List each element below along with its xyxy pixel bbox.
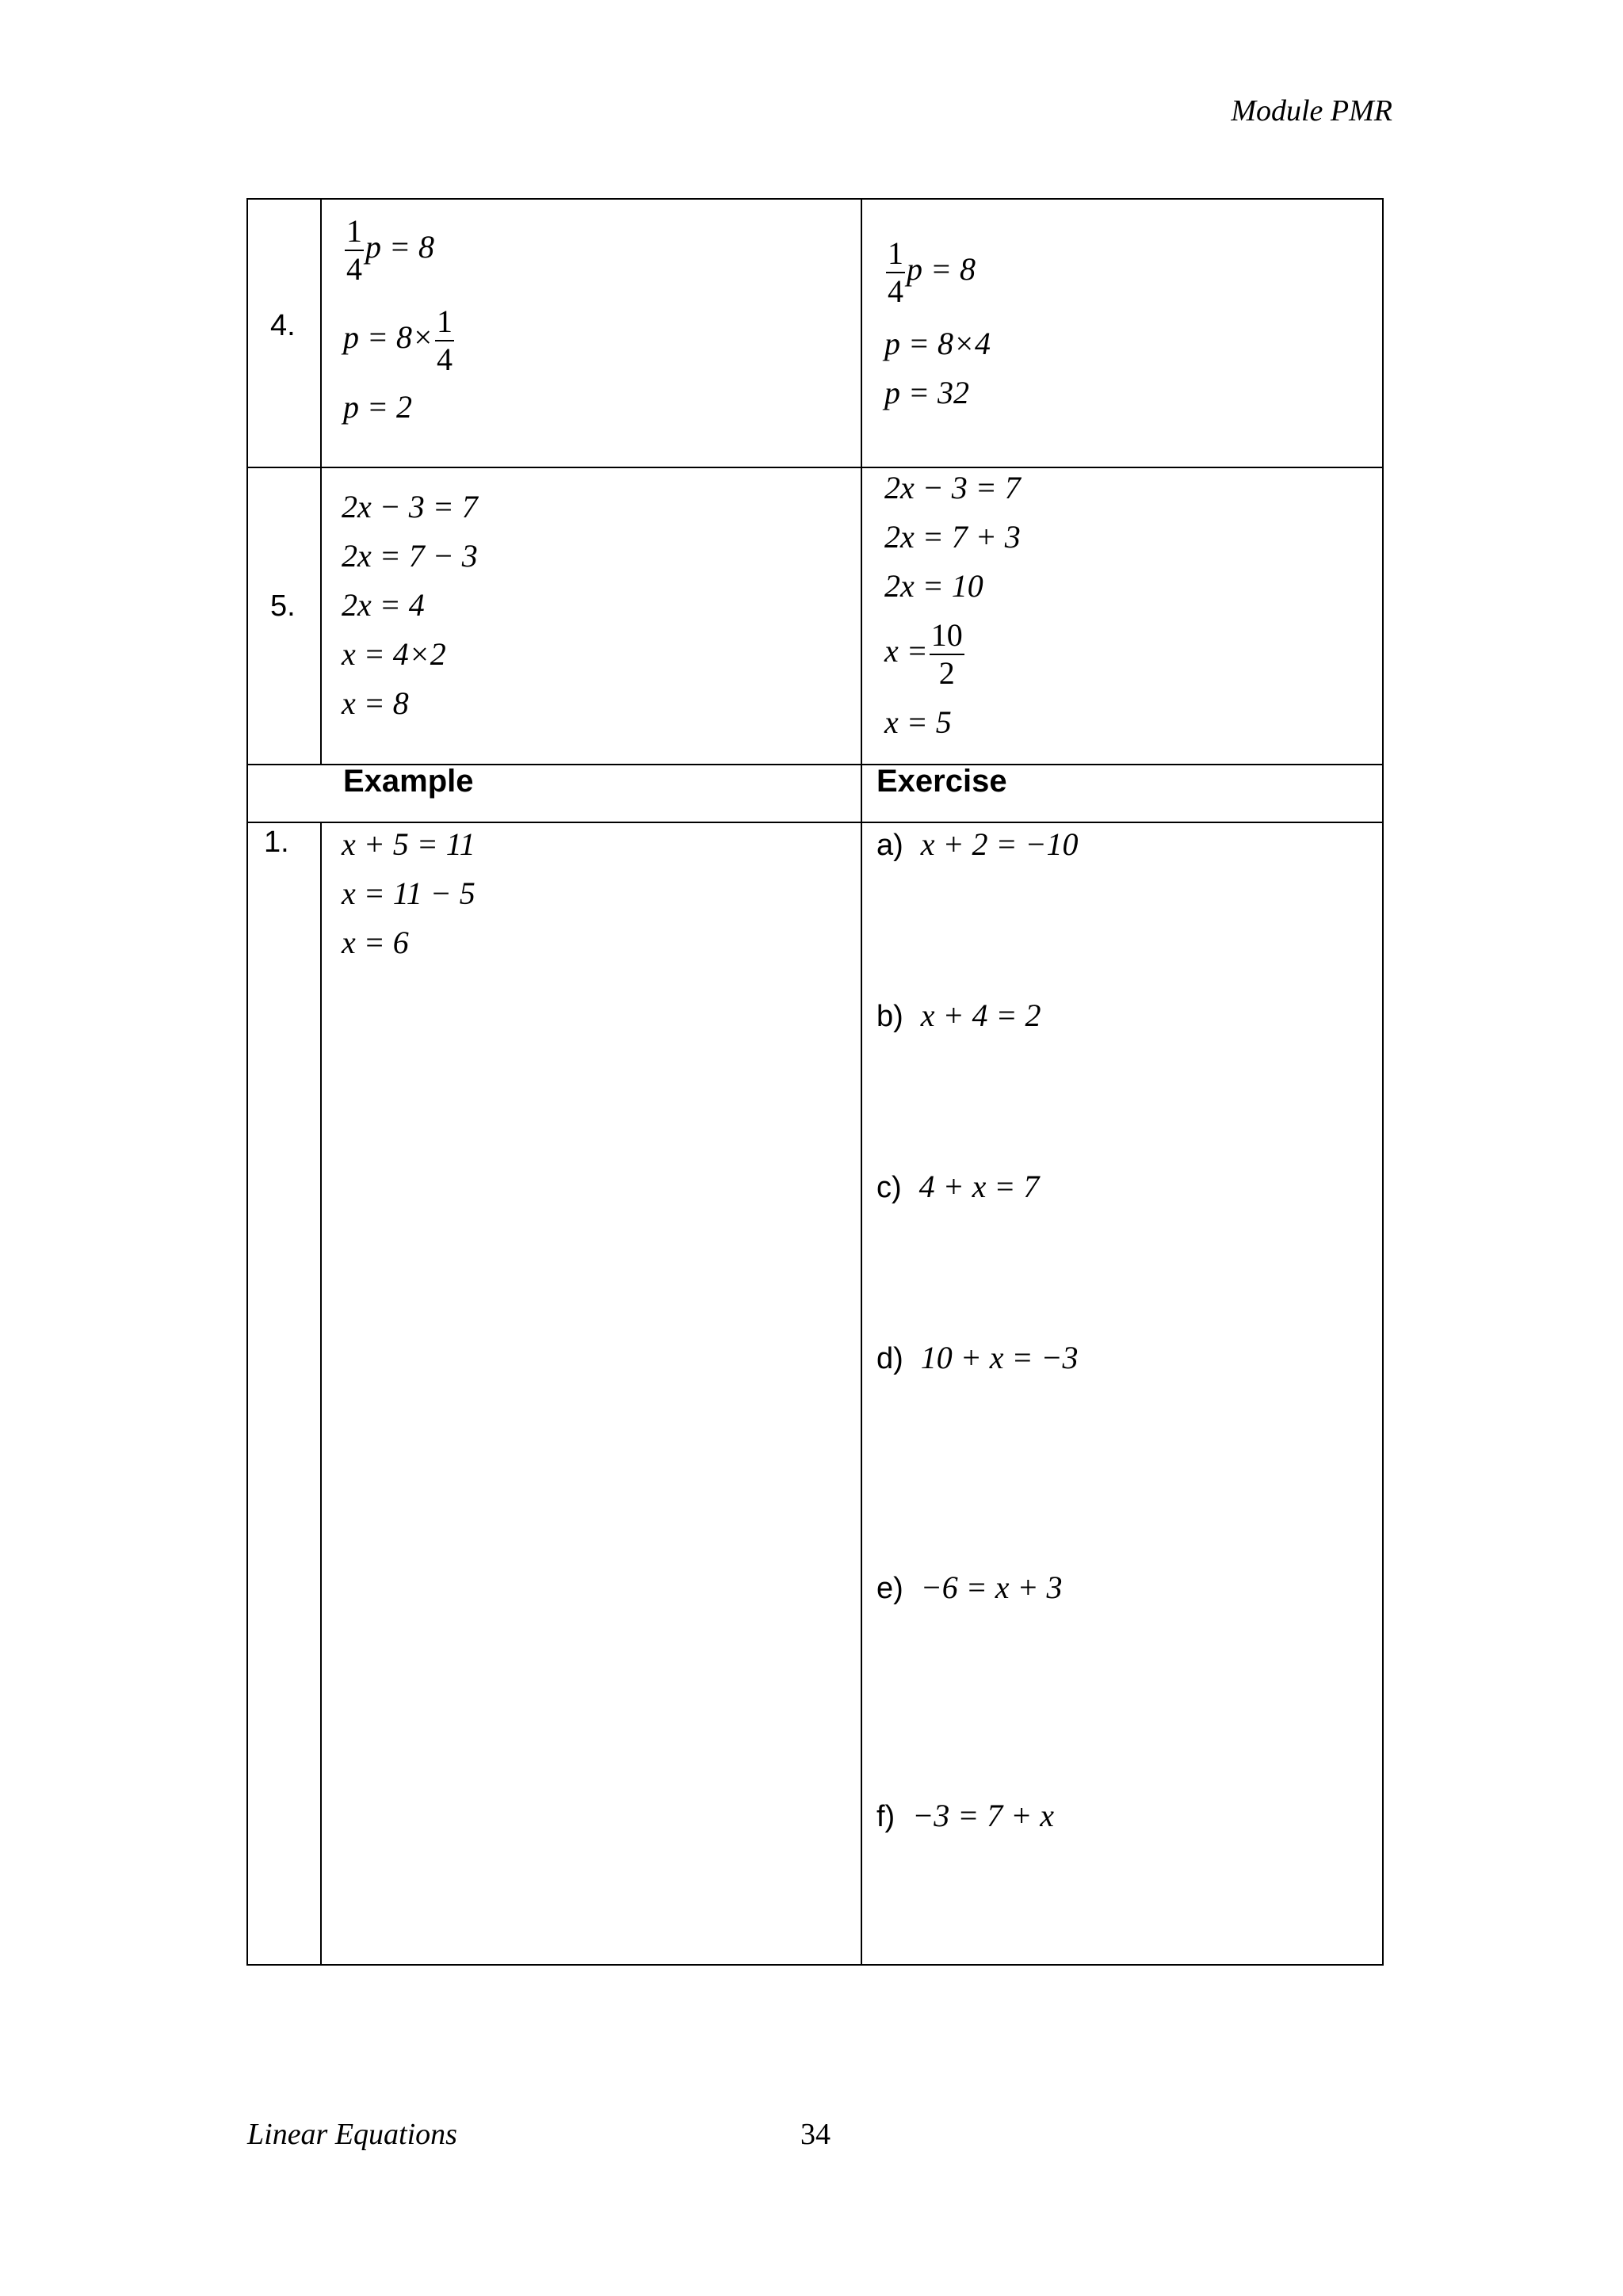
- row5-right-line4: x = $\frac{10}{2}$: [884, 617, 963, 691]
- equations-table: [246, 198, 1384, 1966]
- row5-right-line1: 2x − 3 = 7: [884, 470, 1021, 505]
- module-header: Module PMR: [1231, 94, 1392, 128]
- row4-right-line2: p = 8×4: [884, 326, 991, 361]
- question-number-1: 1.: [264, 826, 289, 859]
- column-divider: [320, 822, 322, 1964]
- exercise-header: Exercise: [876, 764, 1007, 799]
- footer-topic: Linear Equations: [247, 2118, 457, 2151]
- row5-right-line2: 2x = 7 + 3: [884, 519, 1021, 555]
- row-divider: [248, 822, 1382, 823]
- row4-wrong-line3: p = 2: [343, 389, 412, 425]
- example-header: Example: [343, 764, 474, 799]
- example-line: x + 5 = 11: [342, 826, 475, 862]
- row4-right-line3: p = 32: [884, 375, 969, 410]
- row5-wrong-line: 2x = 7 − 3: [342, 538, 478, 574]
- row5-right-line5: x = 5: [884, 704, 952, 740]
- row5-wrong-line: 2x = 4: [342, 587, 425, 623]
- exercise-item-d: d) 10 + x = −3: [876, 1340, 1079, 1375]
- row5-wrong-line: x = 8: [342, 685, 409, 721]
- exercise-item-b: b) x + 4 = 2: [876, 997, 1041, 1033]
- row5-wrong-line: 2x − 3 = 7: [342, 489, 478, 524]
- column-divider: [861, 200, 862, 1964]
- row4-wrong-line1: $\frac{1}{4}$ p = 8: [346, 213, 434, 287]
- exercise-item-f: f) −3 = 7 + x: [876, 1798, 1054, 1833]
- row5-right-line3: 2x = 10: [884, 568, 983, 604]
- column-divider: [320, 200, 322, 764]
- example-line: x = 11 − 5: [342, 875, 475, 911]
- exercise-item-a: a) x + 2 = −10: [876, 826, 1079, 862]
- example-line: x = 6: [342, 925, 409, 960]
- row4-right-line1: $\frac{1}{4}$ p = 8: [888, 235, 976, 309]
- row4-wrong-line2: p = 8× $\frac{1}{4}$: [343, 303, 453, 377]
- page-number: 34: [800, 2118, 831, 2151]
- row-divider: [248, 467, 1382, 468]
- row-number-5: 5.: [270, 589, 296, 623]
- exercise-item-e: e) −6 = x + 3: [876, 1569, 1063, 1605]
- exercise-item-c: c) 4 + x = 7: [876, 1169, 1040, 1204]
- row-number-4: 4.: [270, 309, 296, 342]
- row5-wrong-line: x = 4×2: [342, 636, 446, 672]
